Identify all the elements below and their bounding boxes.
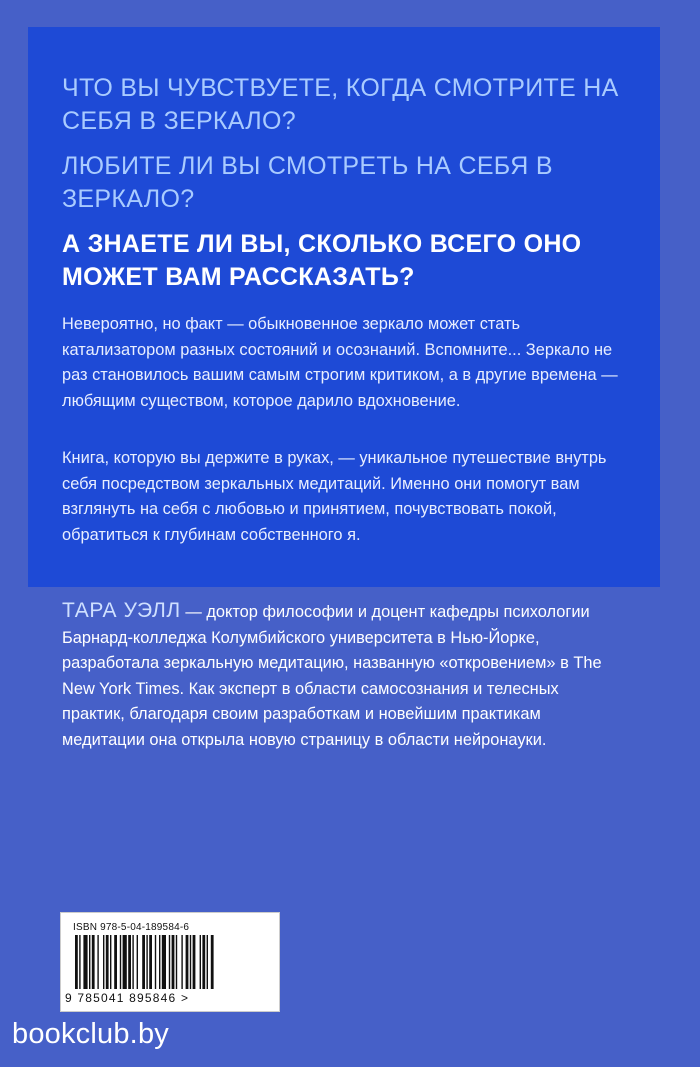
question-3: А ЗНАЕТЕ ЛИ ВЫ, СКОЛЬКО ВСЕГО ОНО МОЖЕТ ВАМ РАССКАЗАТЬ?	[62, 230, 582, 291]
description-paragraph-1: Невероятно, но факт — обыкновенное зеркало может стать катализатором разных состояний и осознаний. Вспомните... Зеркало не раз становилось вашим самым строгим критиком, а в другие времена — любящим существом, которое дарило вдохновение.	[62, 315, 618, 411]
author-bio	[62, 598, 622, 753]
question-1: ЧТО ВЫ ЧУВСТВУЕТЕ, КОГДА СМОТРИТЕ НА СЕБЯ В ЗЕРКАЛО?	[62, 74, 619, 135]
author-bio-text: — доктор философии и доцент кафедры психологии Барнард-колледжа Колумбийского университета в Нью-Йорке, разработала зеркальную медитацию, названную «откровением» в The New York Times. Как эксперт в области самосознания и телесных практик, благодаря своим разработкам и новейшим практикам медитации она открыла новую страницу в области нейронауки.	[62, 603, 602, 749]
isbn-text: ISBN 978-5-04-189584-6	[73, 922, 190, 933]
question-2: ЛЮБИТЕ ЛИ ВЫ СМОТРЕТЬ НА СЕБЯ В ЗЕРКАЛО?	[62, 152, 553, 213]
barcode-digits: 9 785041 895846 >	[65, 991, 190, 1005]
eksmo-logo-icon	[222, 930, 266, 996]
watermark-text: bookclub.by	[12, 1018, 169, 1050]
author-name: ТАРА УЭЛЛ	[62, 599, 181, 622]
description-paragraph-2: Книга, которую вы держите в руках, — уникальное путешествие внутрь себя посредством зеркальных медитаций. Именно они помогут вам взглянуть на себя с любовью и принятием, почувствовать покой, обратиться к глубинам собственного я.	[62, 449, 607, 545]
